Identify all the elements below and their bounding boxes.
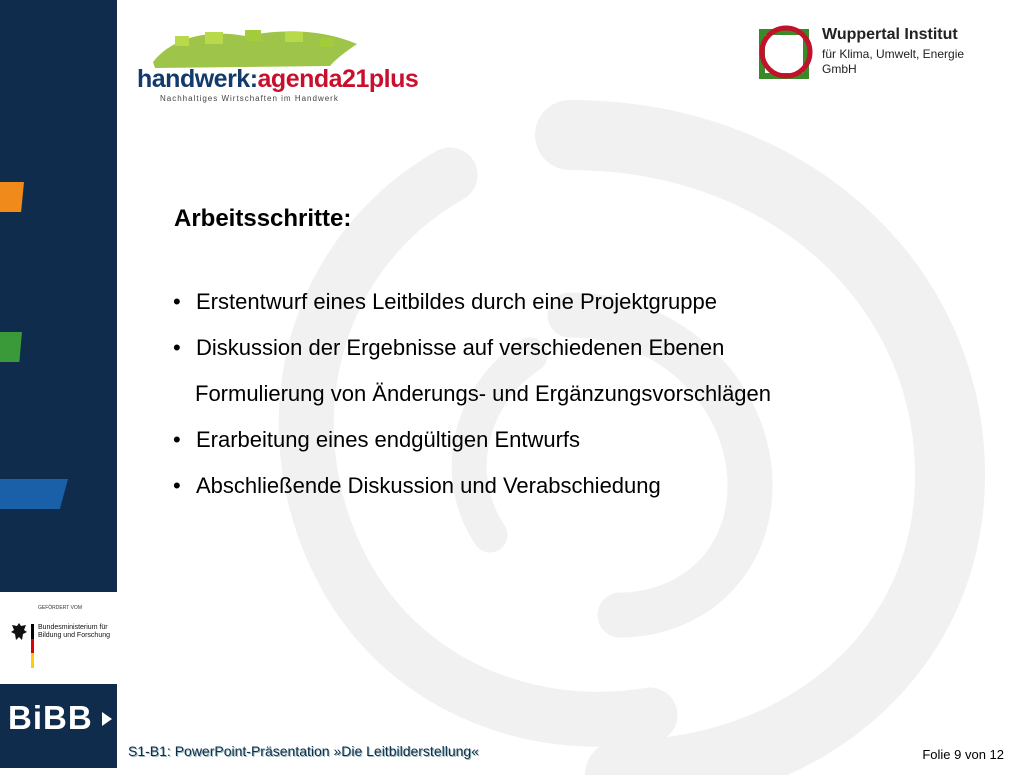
slide-counter: Folie 9 von 12 [922,747,1004,762]
wuppertal-name: Wuppertal Institut [822,26,958,43]
bullet-item [170,427,771,473]
bullet-list [170,289,771,519]
sidebar-tab-blue [0,479,68,509]
bullet-text: Abschließende Diskussion und Verabschiedung [196,473,661,498]
bullet-item [170,289,771,335]
bullet-text: Erstentwurf eines Leitbildes durch eine Projektgruppe [196,289,717,314]
bullet-marker: • [173,473,181,498]
sidebar-tab-green [0,332,22,362]
bullet-marker: • [173,335,181,360]
slide-title: Arbeitsschritte: [174,205,352,232]
bullet-item [170,335,771,381]
bullet-text: Diskussion der Ergebnisse auf verschiedenen Ebenen [196,335,725,360]
sidebar-tab-orange [0,182,24,212]
handwerk-tagline: Nachhaltiges Wirtschaften im Handwerk [160,94,339,103]
handwerk-logo-text [137,65,418,94]
bullet-item [170,473,771,519]
bullet-marker: • [173,289,181,314]
bmbf-name: Bundesministerium für Bildung und Forschung [38,624,110,639]
eagle-icon [10,622,28,642]
bullet-marker: • [173,427,181,452]
wuppertal-logo-mark [758,24,814,80]
bullet-item [170,381,771,427]
bullet-text: Erarbeitung eines endgültigen Entwurfs [196,427,581,452]
footer-title: S1-B1: PowerPoint-Präsentation »Die Leitbilderstellung« [128,743,479,759]
bullet-text: Formulierung von Änderungs- und Ergänzungsvorschlägen [195,381,772,406]
german-flag [31,624,34,668]
bibb-logo-text: BiBB [8,699,93,736]
wuppertal-subtitle-1: für Klima, Umwelt, Energie [822,47,965,61]
wuppertal-subtitle-2: GmbH [822,62,857,76]
handwerk-prefix: handwerk: [137,65,258,93]
arrow-right-icon [102,712,112,726]
bmbf-funded-label: GEFÖRDERT VOM [38,605,82,611]
handwerk-main: agenda21plus [257,65,419,93]
